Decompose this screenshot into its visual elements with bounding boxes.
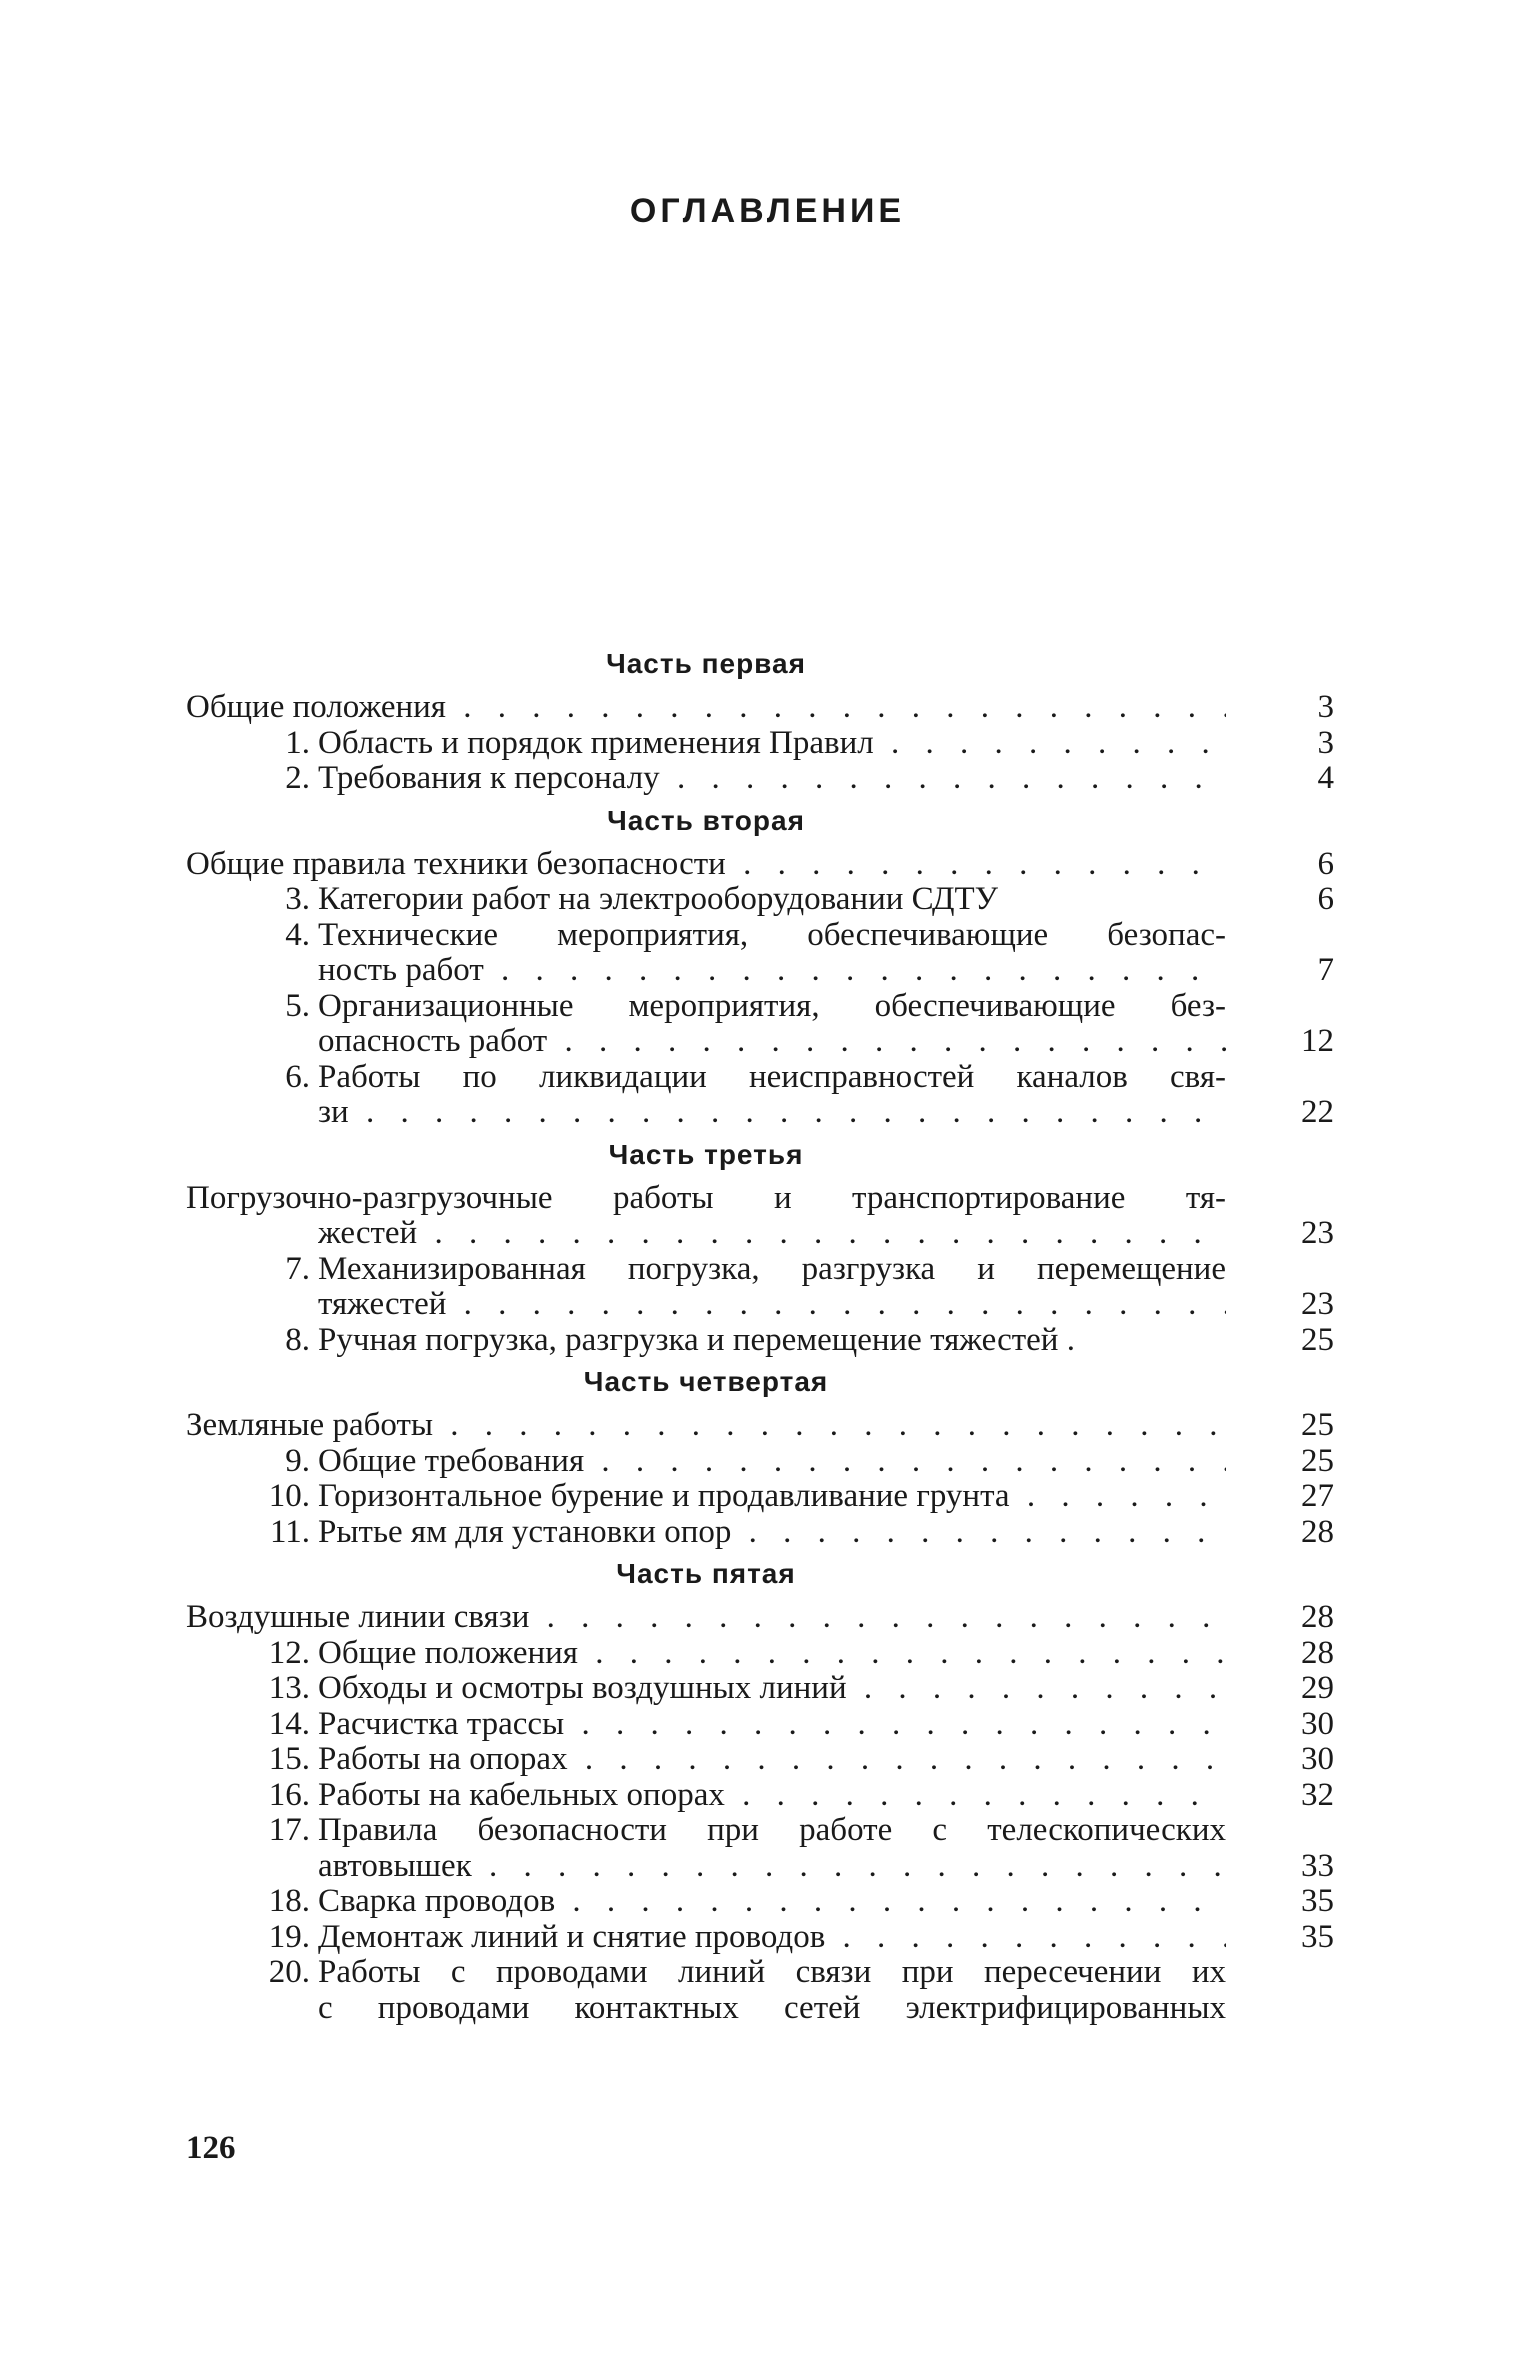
toc-part [186,1358,1336,1550]
entry-number: 20. [268,1954,310,1990]
toc-part [186,797,1336,1131]
entry-page: 28 [1301,1513,1334,1550]
entry-title: ность работ . . . [318,953,1226,989]
entry-number: 17. [268,1812,310,1848]
entry-number: 1. [285,724,310,761]
entry-title: Организационные мероприятия, обеспечивающие без- [318,988,1226,1024]
toc-title: ОГЛАВЛЕНИЕ [629,192,906,230]
toc-entry[interactable] [186,1600,1336,1636]
part-heading: Часть пятая [616,1558,796,1589]
toc-entry[interactable] [186,1216,1336,1252]
toc-entry[interactable] [186,1515,1336,1551]
entry-title: Правила безопасности при работе с телескопических [318,1813,1226,1848]
entry-title: Требования к персоналу . . . [318,761,1226,797]
entry-title: Работы на кабельных опорах . . . [318,1778,1226,1814]
page-number: 126 [186,2130,236,2166]
toc-entry[interactable] [186,1955,1336,1991]
entry-page: 27 [1301,1478,1334,1514]
entry-page: 6 [1317,845,1334,882]
toc-entry[interactable] [186,761,1336,797]
toc-entry[interactable] [186,1095,1336,1131]
entry-page: 35 [1301,1883,1334,1919]
entry-page: 6 [1317,881,1334,917]
toc-entry[interactable] [186,1671,1336,1707]
entry-title: Погрузочно-разгрузочные работы и транспортирование тя- [186,1180,1226,1216]
entry-title: Категории работ на электрооборудовании СДТУ [318,882,999,917]
entry-number: 16. [268,1776,310,1813]
entry-number: 2. [285,760,310,796]
toc-entry[interactable] [186,1479,1336,1515]
entry-page: 7 [1317,952,1334,988]
entry-page: 29 [1301,1670,1334,1706]
toc-entry[interactable] [186,1849,1336,1885]
entry-number: 3. [285,881,310,917]
entry-page: 23 [1301,1286,1334,1322]
entry-page: 30 [1301,1705,1334,1742]
entry-number: 9. [285,1442,310,1479]
entry-number: 8. [285,1321,310,1358]
entry-page: 3 [1317,689,1334,725]
entry-page: 28 [1301,1599,1334,1635]
entry-title: Работы с проводами линий связи при пересечении их [318,1955,1226,1990]
toc-entry[interactable] [186,1060,1336,1096]
entry-title: зи . . . [318,1095,1226,1131]
table-of-contents [186,640,1336,2026]
toc-entry[interactable] [186,1920,1336,1956]
toc-entry[interactable] [186,1813,1336,1849]
toc-entry[interactable] [186,953,1336,989]
toc-entry[interactable] [186,1287,1336,1323]
toc-entry[interactable] [186,882,1336,918]
entry-title: Обходы и осмотры воздушных линий . . . [318,1671,1226,1707]
entry-title: тяжестей . . . [318,1287,1226,1323]
entry-title: Земляные работы . . . [186,1408,1226,1444]
toc-entry[interactable] [186,1252,1336,1288]
entry-page: 3 [1317,724,1334,761]
entry-number: 6. [285,1058,310,1095]
entry-number: 13. [268,1670,310,1706]
toc-part [186,1550,1336,2026]
part-heading: Часть вторая [607,804,805,836]
entry-title: Область и порядок применения Правил . . . [318,726,1226,762]
toc-entry[interactable] [186,1742,1336,1778]
toc-entry[interactable] [186,1408,1336,1444]
toc-part [186,640,1336,797]
entry-number: 4. [285,916,310,953]
part-heading: Часть четвертая [583,1366,829,1397]
entry-page: 33 [1301,1847,1334,1884]
entry-title: с проводами контактных сетей электрифицированных [318,1990,1226,2026]
toc-part [186,1131,1336,1359]
entry-title: Механизированная погрузка, разгрузка и перемещение [318,1251,1226,1287]
entry-title: жестей . . . [318,1216,1226,1252]
toc-entry[interactable] [186,989,1336,1025]
entry-title: автовышек . . . [318,1849,1226,1885]
toc-entry[interactable] [186,1024,1336,1060]
toc-entry[interactable] [186,918,1336,954]
entry-title: Технические мероприятия, обеспечивающие безопас- [318,917,1226,953]
toc-entry[interactable] [186,1884,1336,1920]
entry-number: 11. [269,1513,310,1550]
entry-page: 12 [1301,1023,1334,1059]
entry-number: 5. [285,987,310,1024]
entry-page: 25 [1301,1321,1334,1358]
entry-page: 32 [1301,1776,1334,1813]
toc-entry[interactable] [186,1991,1336,2027]
entry-title: Ручная погрузка, разгрузка и перемещение тяжестей . [318,1322,1075,1358]
entry-title: Общие положения . . . [318,1636,1226,1672]
entry-page: 35 [1301,1918,1334,1955]
entry-number: 7. [285,1250,310,1287]
part-heading: Часть первая [606,648,806,679]
entry-title: Работы на опорах . . . [318,1742,1226,1778]
entry-title: Сварка проводов . . . [318,1884,1226,1920]
entry-page: 22 [1301,1094,1334,1130]
entry-title: Общие требования . . . [318,1444,1226,1480]
entry-page: 23 [1301,1215,1334,1251]
entry-title: Общие правила техники безопасности . . . [186,847,1226,883]
entry-number: 19. [268,1918,310,1955]
entry-title: Горизонтальное бурение и продавливание грунта . . . [318,1479,1226,1515]
toc-entry[interactable] [186,1707,1336,1743]
entry-title: Работы по ликвидации неисправностей каналов свя- [318,1059,1226,1095]
toc-entry[interactable] [186,1323,1336,1359]
toc-entry[interactable] [186,1444,1336,1480]
entry-number: 14. [268,1705,310,1742]
entry-number: 15. [268,1741,310,1777]
part-heading: Часть третья [608,1138,804,1170]
entry-title: Общие положения . . . [186,690,1226,726]
entry-page: 28 [1301,1634,1334,1671]
entry-number: 12. [268,1634,310,1671]
toc-entry[interactable] [186,690,1336,726]
entry-number: 18. [268,1883,310,1919]
toc-entry[interactable] [186,1778,1336,1814]
entry-title: Рытье ям для установки опор . . . [318,1515,1226,1551]
toc-entry[interactable] [186,1181,1336,1217]
toc-entry[interactable] [186,847,1336,883]
entry-title: Демонтаж линий и снятие проводов . . . [318,1920,1226,1956]
entry-number: 10. [268,1478,310,1514]
entry-title: опасность работ . . . [318,1024,1226,1060]
toc-entry[interactable] [186,726,1336,762]
entry-title: Расчистка трассы . . . [318,1707,1226,1743]
entry-page: 25 [1301,1442,1334,1479]
entry-title: Воздушные линии связи . . . [186,1600,1226,1636]
entry-page: 30 [1301,1741,1334,1777]
entry-page: 25 [1301,1407,1334,1443]
toc-entry[interactable] [186,1636,1336,1672]
entry-page: 4 [1317,760,1334,796]
